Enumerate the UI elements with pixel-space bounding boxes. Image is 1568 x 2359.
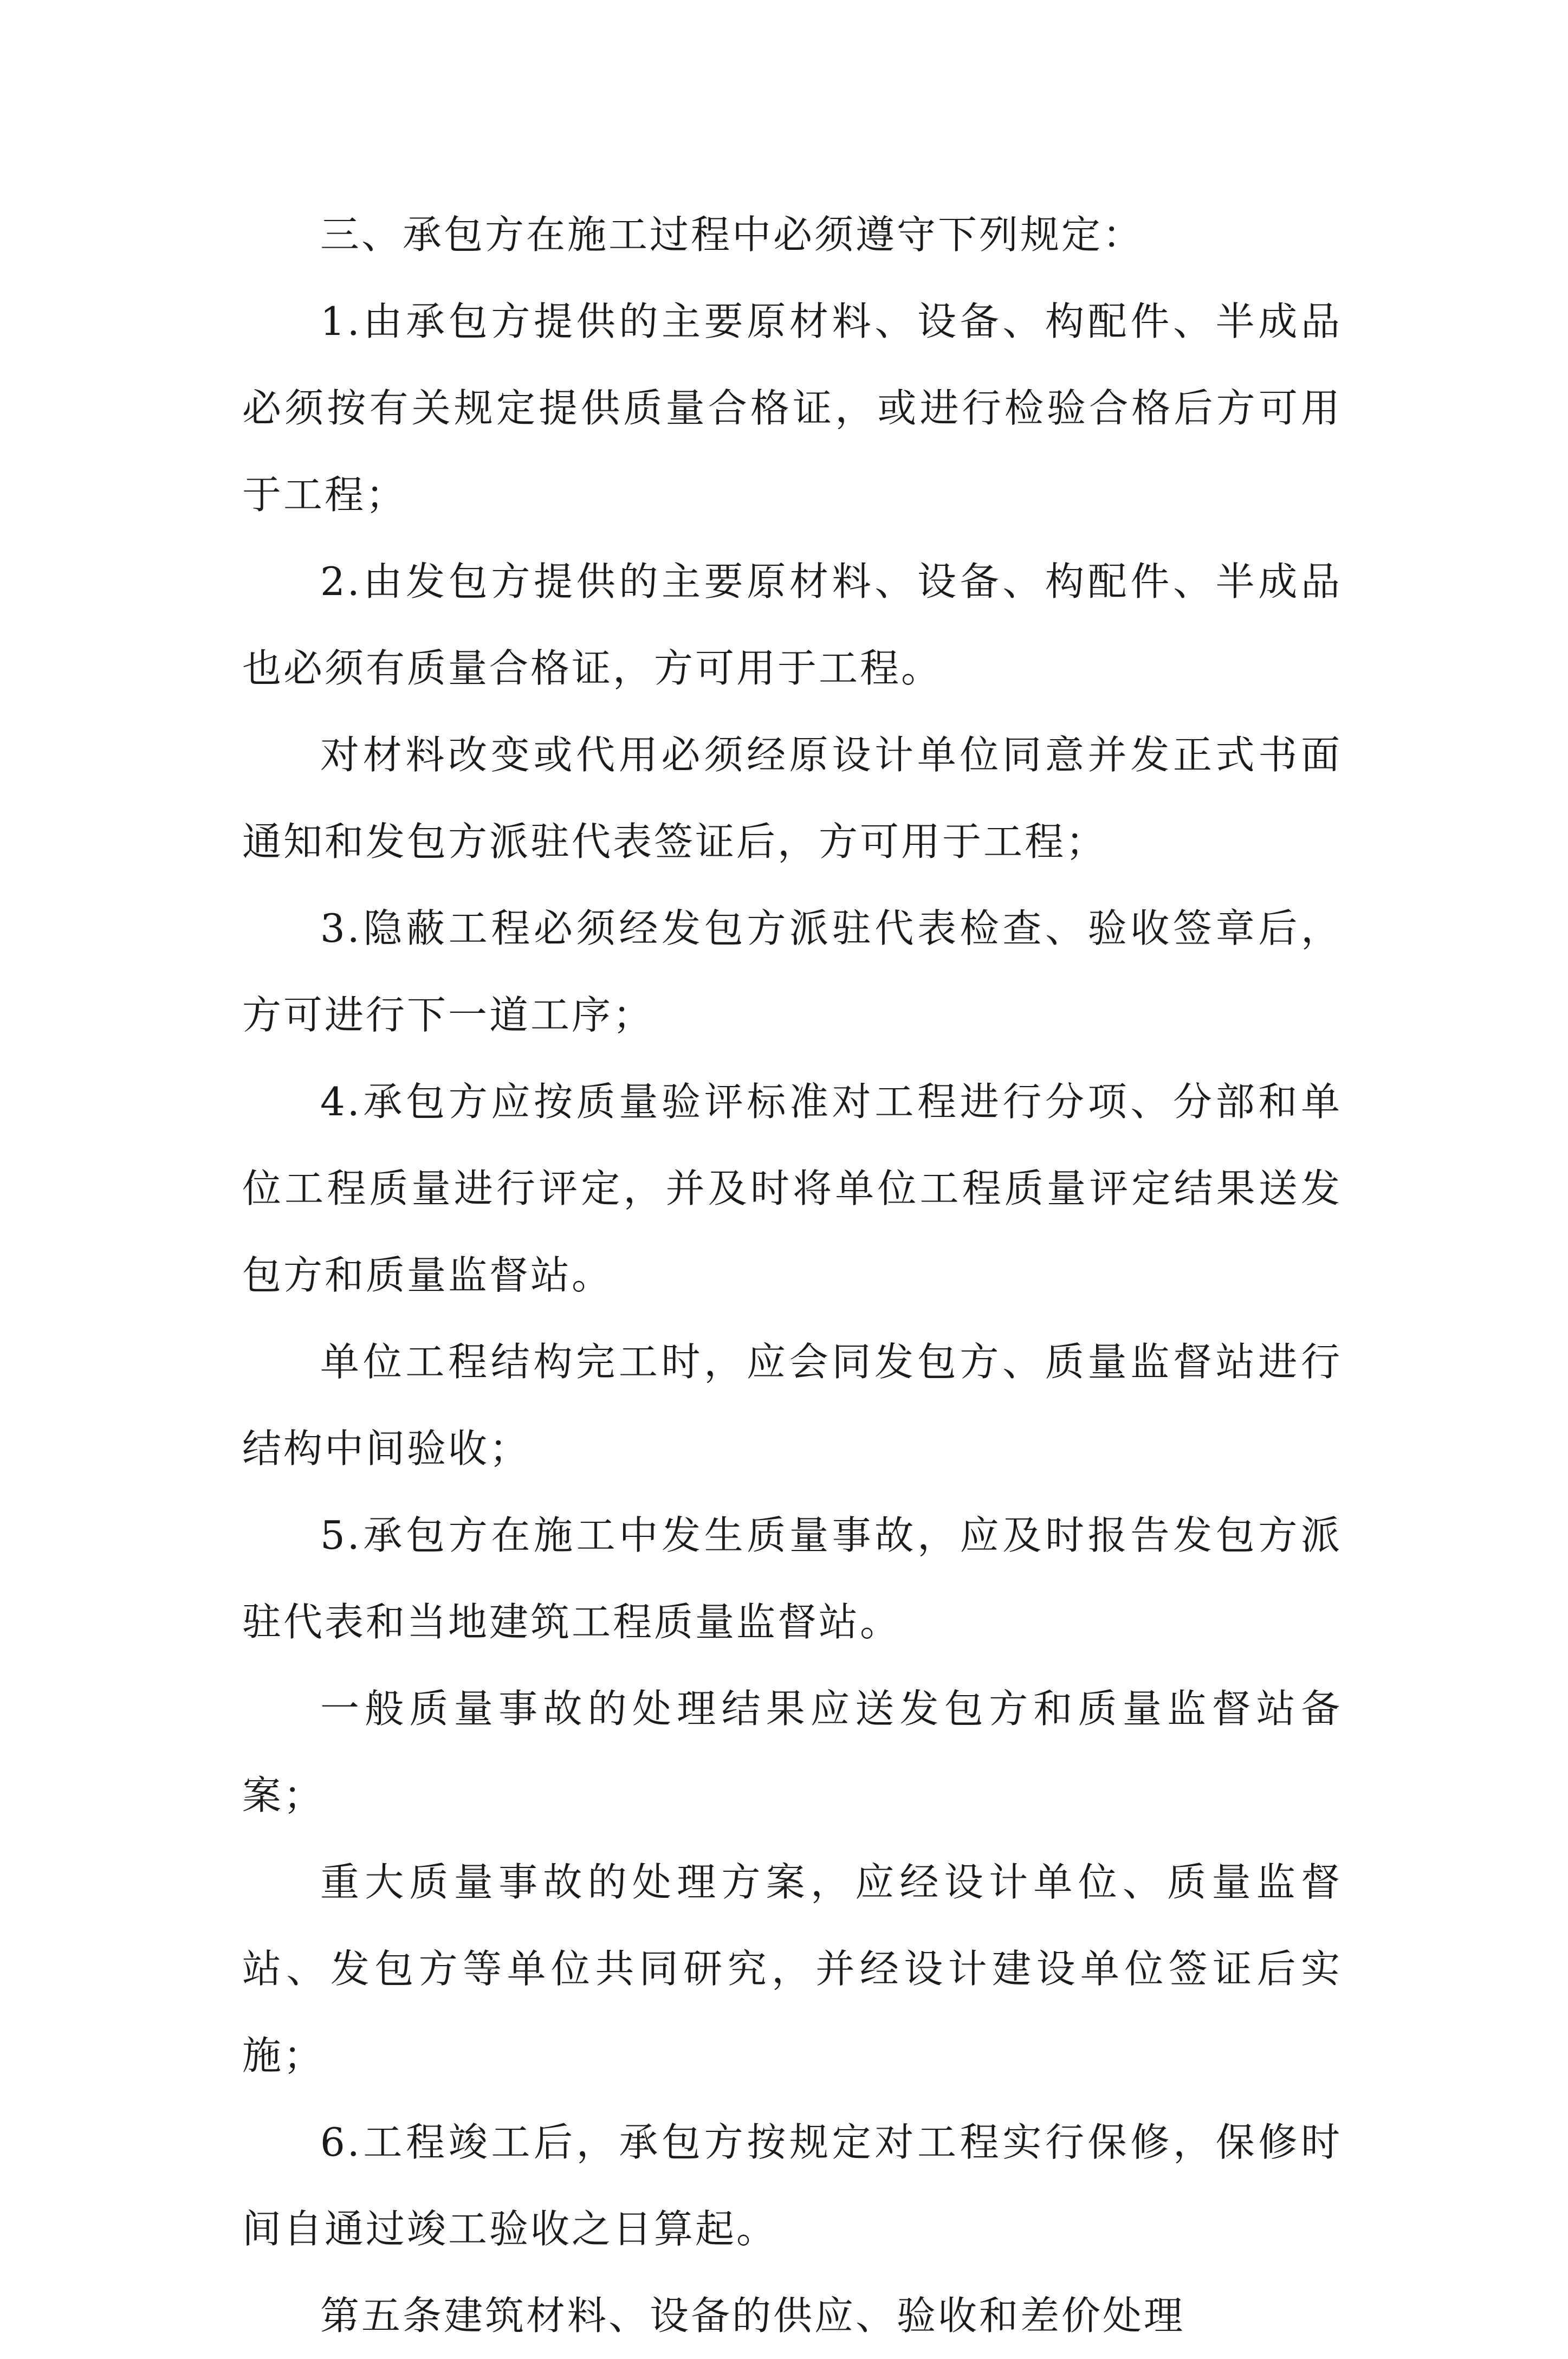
paragraph-structure-acceptance: 单位工程结构完工时，应会同发包方、质量监督站进行结构中间验收；: [242, 1339, 1342, 1471]
paragraph-major-accident: 重大质量事故的处理方案，应经设计单位、质量监督站、发包方等单位共同研究，并经设计建设单位签证后实施；: [242, 1859, 1342, 2078]
paragraph-item-6: 6.工程竣工后，承包方按规定对工程实行保修，保修时间自通过竣工验收之日算起。: [242, 2119, 1342, 2252]
paragraph-item-3: 3.隐蔽工程必须经发包方派驻代表检查、验收签章后，方可进行下一道工序；: [242, 906, 1342, 1038]
paragraph-item-5: 5.承包方在施工中发生质量事故，应及时报告发包方派驻代表和当地建筑工程质量监督站。: [242, 1513, 1342, 1645]
paragraph-item-4: 4.承包方应按质量验评标准对工程进行分项、分部和单位工程质量进行评定，并及时将单位工程质量评定结果送发包方和质量监督站。: [242, 1079, 1342, 1298]
document-body: [242, 191, 1342, 2359]
paragraph-item-1: 1.由承包方提供的主要原材料、设备、构配件、半成品必须按有关规定提供质量合格证，或进行检验合格后方可用于工程；: [242, 299, 1342, 518]
paragraph-material-change: 对材料改变或代用必须经原设计单位同意并发正式书面通知和发包方派驻代表签证后，方可用于工程；: [242, 732, 1342, 864]
paragraph-article-five-heading: 第五条建筑材料、设备的供应、验收和差价处理: [320, 2293, 1185, 2338]
paragraph-general-accident: 一般质量事故的处理结果应送发包方和质量监督站备案；: [242, 1686, 1342, 1818]
paragraph-section-three-heading: 三、承包方在施工过程中必须遵守下列规定：: [320, 212, 1144, 257]
paragraph-item-2: 2.由发包方提供的主要原材料、设备、构配件、半成品也必须有质量合格证，方可用于工程。: [242, 559, 1342, 691]
